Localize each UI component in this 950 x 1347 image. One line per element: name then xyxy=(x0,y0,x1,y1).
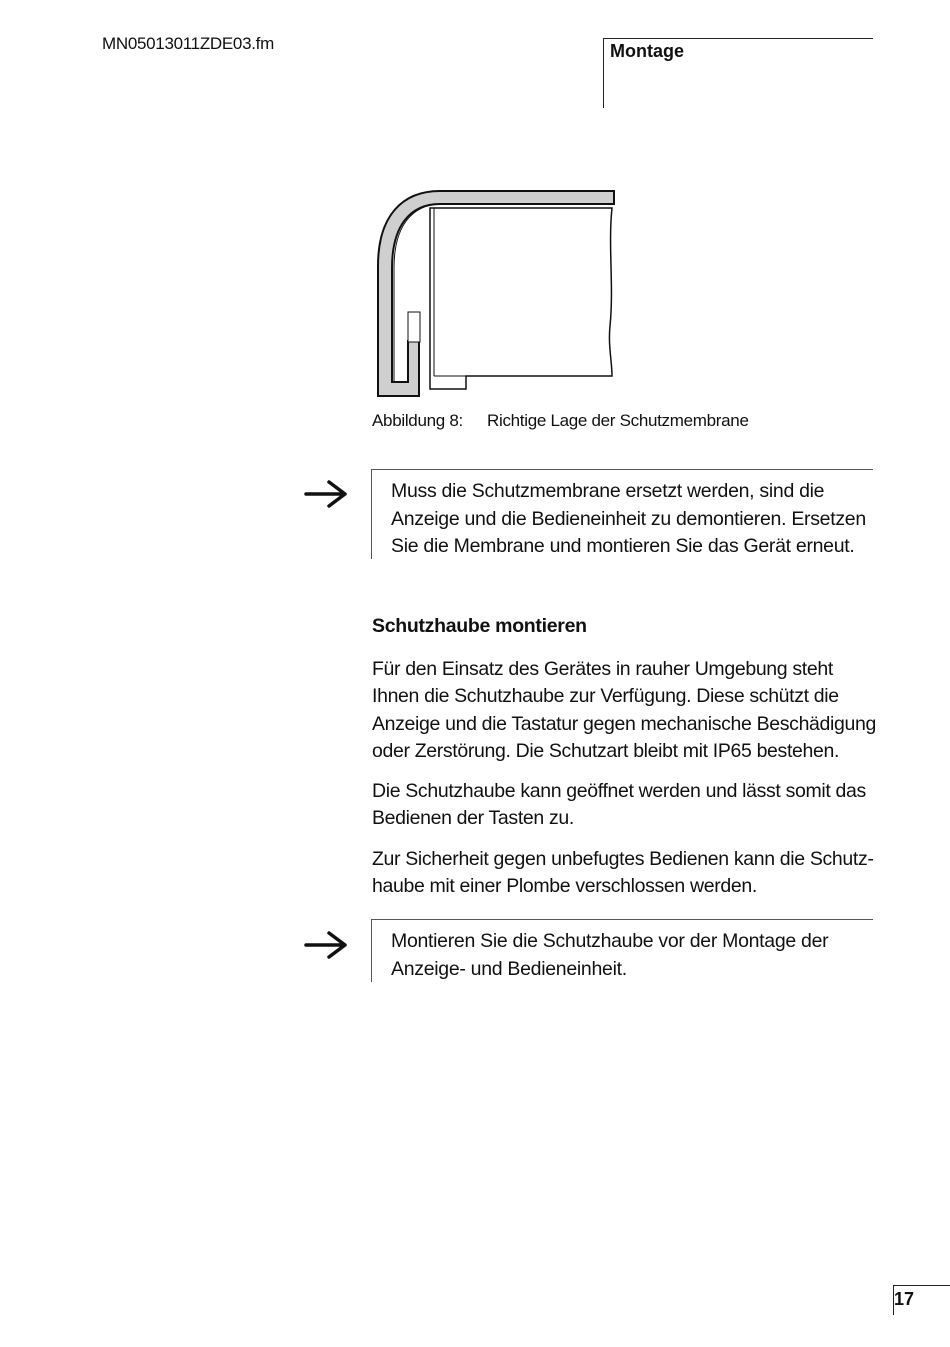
figure-caption-number: Abbildung 8: xyxy=(372,411,463,430)
section-title: Montage xyxy=(610,41,684,61)
figure-caption xyxy=(372,411,749,431)
page-number-box xyxy=(893,1285,950,1315)
note-text: Muss die Schutzmembrane ersetzt werden, sind die Anzeige und die Bedieneinheit zu demontieren. Ersetzen Sie die Membrane und montieren Sie das Gerät erneut. xyxy=(391,480,866,557)
document-filename: MN05013011ZDE03.fm xyxy=(102,34,274,53)
note-box xyxy=(371,919,873,982)
arrow-right-icon xyxy=(303,479,351,509)
paragraph: Die Schutzhaube kann geöffnet werden und lässt somit das Bedienen der Tasten zu. xyxy=(372,780,866,830)
section-heading: Schutzhaube montieren xyxy=(372,615,587,637)
page-number: 17 xyxy=(894,1289,915,1309)
paragraph: Für den Einsatz des Gerätes in rauher Umgebung steht Ihnen die Schutzhaube zur Verfügung. Diese schützt die Anzeige und die Tastatur gegen mechanische Beschädigung oder Zerstörung. Die Schutzart bleibt mit IP65 bestehen. xyxy=(372,658,877,762)
section-header-box xyxy=(603,38,873,108)
paragraph: Zur Sicherheit gegen unbefugtes Bedienen kann die Schutz-haube mit einer Plombe verschlossen werden. xyxy=(372,848,874,898)
note-text: Montieren Sie die Schutzhaube vor der Montage der Anzeige- und Bedieneinheit. xyxy=(391,930,829,980)
edge-element xyxy=(408,312,420,342)
note-box xyxy=(371,469,873,559)
membrane-figure xyxy=(372,186,622,401)
device-body xyxy=(430,208,612,389)
figure-caption-text: Richtige Lage der Schutzmembrane xyxy=(487,411,749,430)
arrow-right-icon xyxy=(303,930,351,960)
